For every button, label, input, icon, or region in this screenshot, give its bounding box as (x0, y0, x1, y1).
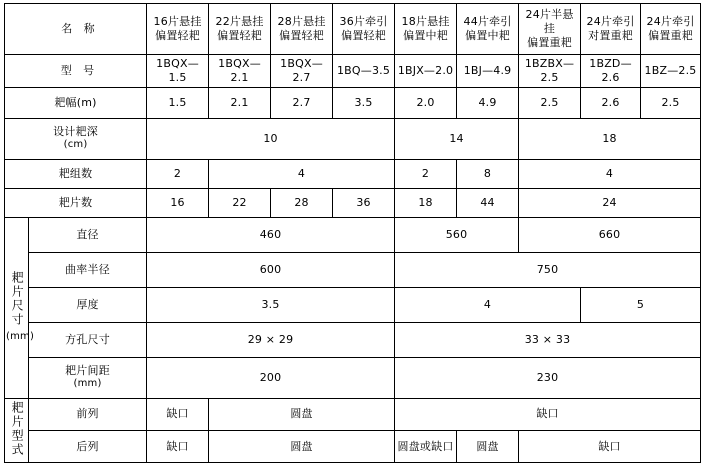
width-value-8: 2.6 (581, 87, 641, 118)
sub-label-front-row: 前列 (29, 398, 147, 430)
column-header-2: 22片悬挂 偏置轻耙 (209, 4, 271, 55)
row-label-depth-unit: (cm) (63, 139, 88, 151)
table-row-rear (5, 430, 701, 462)
row-label-disc-size-unit: (mm) (6, 331, 35, 343)
model-value-8: 1BZD—2.6 (581, 55, 641, 88)
row-label-discs: 耙片数 (5, 188, 147, 217)
row-label-depth (5, 118, 147, 159)
model-value-7: 1BZBX—2.5 (519, 55, 581, 88)
width-value-1: 1.5 (147, 87, 209, 118)
table-header-row (5, 4, 701, 55)
column-header-9: 24片牵引 偏置重耙 (641, 4, 701, 55)
table-row-discs (5, 188, 701, 217)
curvature-group-1: 600 (147, 252, 395, 287)
column-header-3: 28片悬挂 偏置轻耙 (271, 4, 333, 55)
model-value-2: 1BQX—2.1 (209, 55, 271, 88)
spacing-group-1: 200 (147, 357, 395, 398)
sub-label-diameter: 直径 (29, 217, 147, 252)
sub-label-rear-row: 后列 (29, 430, 147, 462)
discs-group-3: 28 (271, 188, 333, 217)
model-value-6: 1BJ—4.9 (457, 55, 519, 88)
thickness-group-3: 5 (581, 287, 701, 322)
sub-label-square-hole: 方孔尺寸 (29, 322, 147, 357)
diameter-group-2: 560 (395, 217, 519, 252)
discs-group-4: 36 (333, 188, 395, 217)
model-value-1: 1BQX—1.5 (147, 55, 209, 88)
gangs-group-5: 4 (519, 159, 701, 188)
sub-label-thickness: 厚度 (29, 287, 147, 322)
rear-group-2: 圆盘 (209, 430, 395, 462)
column-header-1: 16片悬挂 偏置轻耙 (147, 4, 209, 55)
row-label-spacing-main: 耙片间距 (65, 364, 110, 378)
column-header-7: 24片半悬挂 偏置重耙 (519, 4, 581, 55)
row-label-model: 型 号 (5, 55, 147, 88)
row-label-spacing-unit: (mm) (73, 378, 102, 390)
column-header-5: 18片悬挂 偏置中耙 (395, 4, 457, 55)
depth-group-3: 18 (519, 118, 701, 159)
square-hole-group-1: 29 × 29 (147, 322, 395, 357)
front-group-3: 缺口 (395, 398, 701, 430)
table-row-gangs (5, 159, 701, 188)
front-group-1: 缺口 (147, 398, 209, 430)
column-header-6: 44片牵引 偏置中耙 (457, 4, 519, 55)
table-row-model (5, 55, 701, 88)
model-value-5: 1BJX—2.0 (395, 55, 457, 88)
gangs-group-1: 2 (147, 159, 209, 188)
rear-group-1: 缺口 (147, 430, 209, 462)
width-value-7: 2.5 (519, 87, 581, 118)
model-value-4: 1BQ—3.5 (333, 55, 395, 88)
square-hole-group-2: 33 × 33 (395, 322, 701, 357)
gangs-group-4: 8 (457, 159, 519, 188)
row-label-disc-size (5, 217, 35, 398)
discs-group-1: 16 (147, 188, 209, 217)
table-row-depth (5, 118, 701, 159)
row-label-width: 耙幅(m) (5, 87, 147, 118)
sub-label-curvature: 曲率半径 (29, 252, 147, 287)
depth-group-2: 14 (395, 118, 519, 159)
discs-group-5: 18 (395, 188, 457, 217)
width-value-6: 4.9 (457, 87, 519, 118)
depth-group-1: 10 (147, 118, 395, 159)
width-value-9: 2.5 (641, 87, 701, 118)
document-page (0, 3, 700, 457)
rear-group-4: 圆盘 (457, 430, 519, 462)
row-label-spacing (29, 357, 147, 398)
rear-group-3: 圆盘或缺口 (395, 430, 457, 462)
column-header-8: 24片牵引 对置重耙 (581, 4, 641, 55)
model-value-9: 1BZ—2.5 (641, 55, 701, 88)
front-group-2: 圆盘 (209, 398, 395, 430)
row-label-gangs: 耙组数 (5, 159, 147, 188)
gangs-group-3: 2 (395, 159, 457, 188)
width-value-5: 2.0 (395, 87, 457, 118)
row-label-depth-main: 设计耙深 (53, 125, 98, 139)
gangs-group-2: 4 (209, 159, 395, 188)
discs-group-6: 44 (457, 188, 519, 217)
table-row-square-hole (5, 322, 701, 357)
table-row-spacing (5, 357, 701, 398)
width-value-3: 2.7 (271, 87, 333, 118)
width-value-4: 3.5 (333, 87, 395, 118)
discs-group-2: 22 (209, 188, 271, 217)
header-name-cell: 名 称 (5, 4, 147, 55)
row-label-disc-size-main: 耙片尺寸 (10, 271, 25, 328)
discs-group-7: 24 (519, 188, 701, 217)
width-value-2: 2.1 (209, 87, 271, 118)
table-row-diameter (5, 217, 701, 252)
specification-table (4, 3, 701, 463)
thickness-group-2: 4 (395, 287, 581, 322)
table-row-front (5, 398, 701, 430)
thickness-group-1: 3.5 (147, 287, 395, 322)
curvature-group-2: 750 (395, 252, 701, 287)
row-label-disc-type (5, 398, 29, 463)
row-label-disc-type-main: 耙片型式 (10, 400, 25, 457)
model-value-3: 1BQX—2.7 (271, 55, 333, 88)
diameter-group-1: 460 (147, 217, 395, 252)
column-header-4: 36片牵引 偏置轻耙 (333, 4, 395, 55)
rear-group-5: 缺口 (519, 430, 701, 462)
table-row-curvature (5, 252, 701, 287)
diameter-group-3: 660 (519, 217, 701, 252)
table-row-width (5, 87, 701, 118)
table-row-thickness (5, 287, 701, 322)
spacing-group-2: 230 (395, 357, 701, 398)
